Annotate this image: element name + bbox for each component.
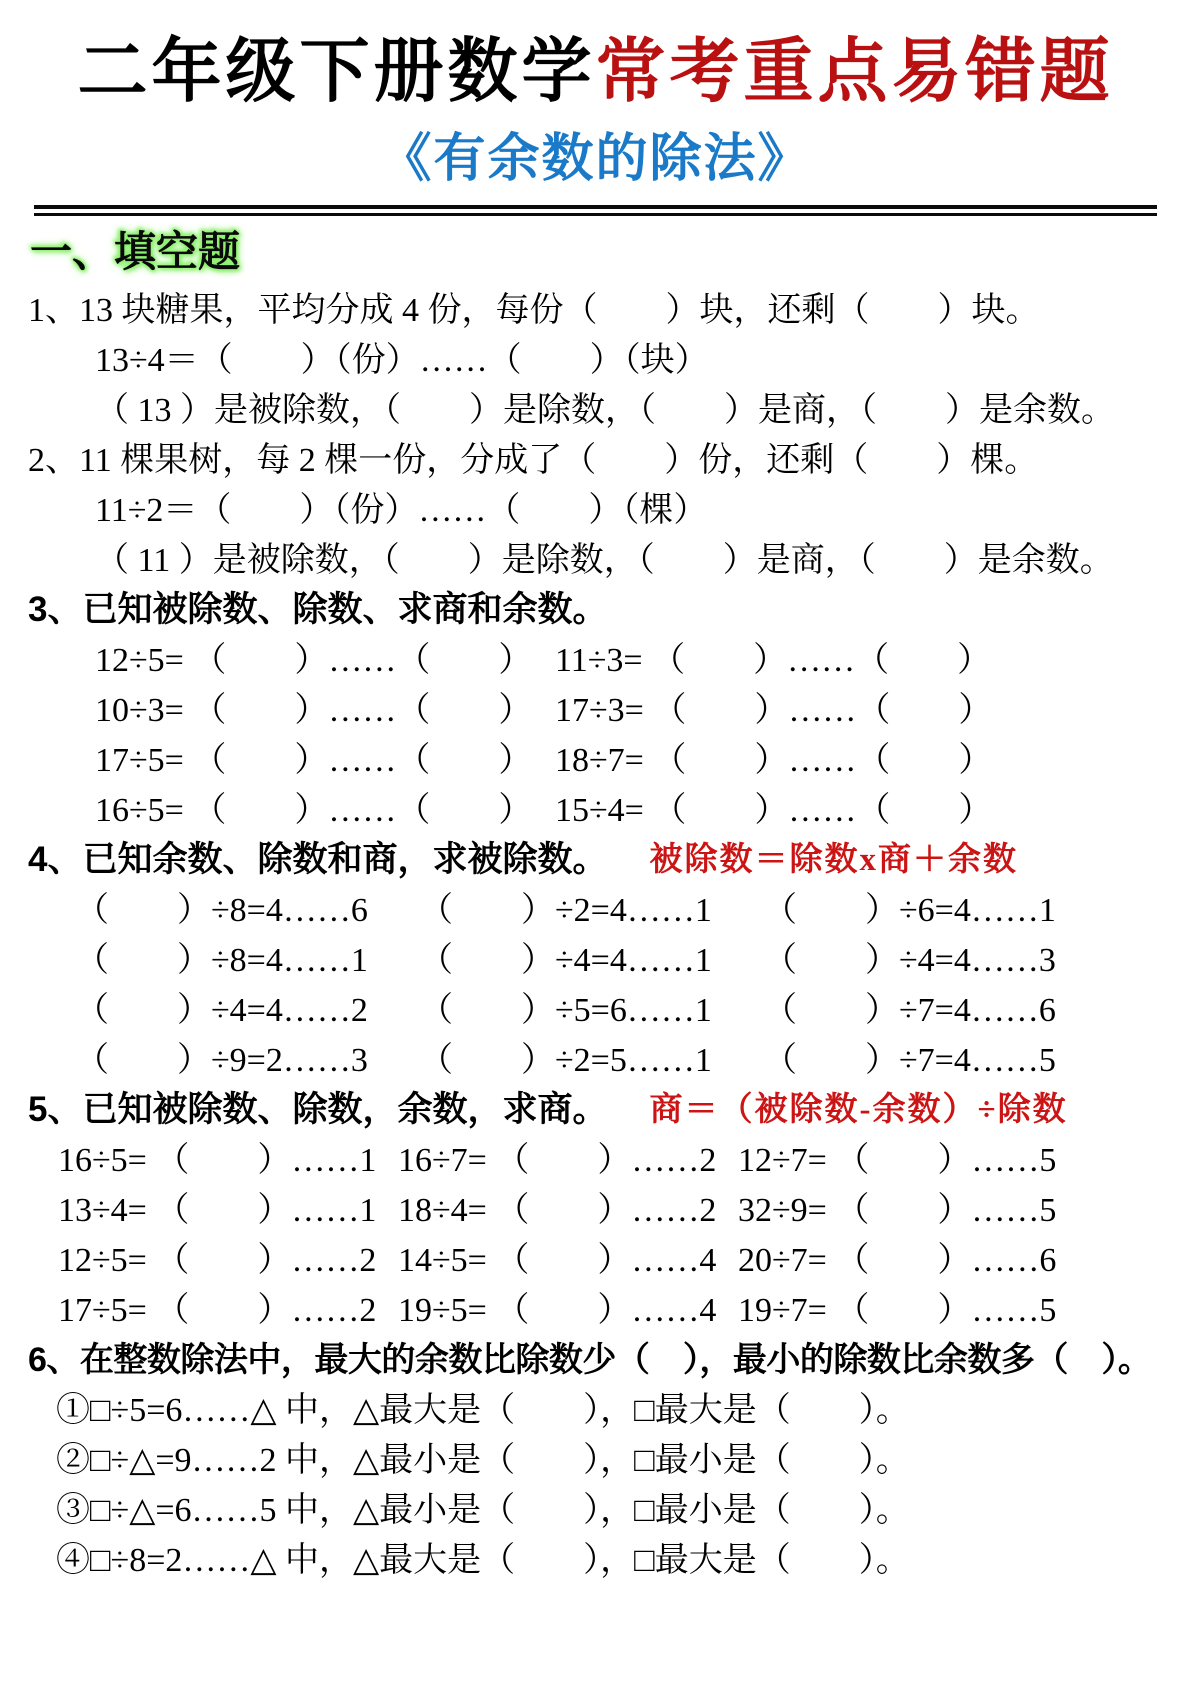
q5-row: [58, 1132, 1191, 1182]
q4-row: [75, 932, 1191, 982]
q1-line1: [28, 282, 1191, 332]
page-title: [0, 29, 1191, 112]
equation: （ ）÷4=4……3: [763, 942, 1056, 979]
equation: （ ）÷7=4……5: [763, 1042, 1056, 1079]
q2-line2: [95, 482, 1191, 532]
equation: 11÷3= （ ）……（ ）: [555, 642, 992, 679]
question-text: （ 13 ）是被除数，（ ）是除数，（ ）是商，（ ）是余数。: [95, 392, 1115, 429]
equation: 17÷5= （ ）……（ ）: [95, 742, 533, 779]
q6-item: [56, 1382, 1191, 1432]
section-heading-fill-blanks: 一、填空题: [30, 227, 241, 275]
title-black-part: 二年级下册数学: [77, 29, 596, 112]
q5-heading: [28, 1082, 1191, 1132]
equation: 20÷7= （ ）……6: [738, 1242, 1057, 1279]
question-heading: 6、在整数除法中，最大的余数比除数少（ ），最小的除数比余数多（ ）。: [28, 1341, 1152, 1379]
q6-item: [56, 1532, 1191, 1582]
equation: （ ）÷4=4……2: [75, 992, 368, 1029]
equation: 12÷5= （ ）……2: [58, 1242, 377, 1279]
question-heading: 3、已知被除数、除数、求商和余数。: [28, 589, 608, 629]
equation: 10÷3= （ ）……（ ）: [95, 692, 533, 729]
equation: 32÷9= （ ）……5: [738, 1192, 1057, 1229]
q5-row: [58, 1282, 1191, 1332]
equation: 13÷4＝（ ）（份）……（ ）（块）: [95, 342, 709, 379]
q4-row: [75, 1032, 1191, 1082]
equation: 17÷3= （ ）……（ ）: [555, 692, 993, 729]
q4-row: [75, 882, 1191, 932]
equation: 16÷7= （ ）……2: [398, 1142, 717, 1179]
equation: （ ）÷2=4……1: [419, 892, 712, 929]
equation: 13÷4= （ ）……1: [58, 1192, 377, 1229]
title-red-part: 常考重点易错题: [595, 29, 1114, 112]
question-text: 1、13 块糖果，平均分成 4 份，每份（ ）块，还剩（ ）块。: [28, 292, 1040, 329]
equation: （ ）÷8=4……1: [75, 942, 368, 979]
q6-item: [56, 1482, 1191, 1532]
equation: 16÷5= （ ）……（ ）: [95, 792, 533, 829]
q3-row: [95, 632, 1191, 682]
equation: 19÷5= （ ）……4: [398, 1292, 717, 1329]
q3-row: [95, 782, 1191, 832]
equation: （ ）÷9=2……3: [75, 1042, 368, 1079]
q1-line2: [95, 332, 1191, 382]
double-rule: [34, 205, 1157, 216]
q6-item: [56, 1432, 1191, 1482]
q5-row: [58, 1232, 1191, 1282]
page-subtitle: 《有余数的除法》: [379, 130, 812, 188]
equation: （ ）÷4=4……1: [419, 942, 712, 979]
q3-heading: [28, 582, 1191, 632]
q4-row: [75, 982, 1191, 1032]
equation: 18÷7= （ ）……（ ）: [555, 742, 993, 779]
equation: 11÷2＝（ ）（份）……（ ）（棵）: [95, 492, 708, 529]
question-heading: 5、已知被除数、除数，余数，求商。: [28, 1089, 608, 1129]
equation: 14÷5= （ ）……4: [398, 1242, 717, 1279]
equation: ②□÷△=9……2 中，△最小是（ ），□最小是（ ）。: [56, 1442, 910, 1479]
q3-row: [95, 682, 1191, 732]
equation: （ ）÷5=6……1: [419, 992, 712, 1029]
equation: 18÷4= （ ）……2: [398, 1192, 717, 1229]
q2-line3: [95, 532, 1191, 582]
question-text: （ 11 ）是被除数，（ ）是除数，（ ）是商，（ ）是余数。: [95, 542, 1114, 579]
equation: 19÷7= （ ）……5: [738, 1292, 1057, 1329]
q6-heading: [28, 1332, 1191, 1382]
equation: 17÷5= （ ）……2: [58, 1292, 377, 1329]
equation: 16÷5= （ ）……1: [58, 1142, 377, 1179]
q1-line3: [95, 382, 1191, 432]
equation: ④□÷8=2……△ 中，△最大是（ ），□最大是（ ）。: [56, 1542, 910, 1579]
formula-note-red: 被除数＝除数x商＋余数: [649, 842, 1018, 878]
equation: （ ）÷6=4……1: [763, 892, 1056, 929]
equation: 12÷5= （ ）……（ ）: [95, 642, 533, 679]
equation: 15÷4= （ ）……（ ）: [555, 792, 993, 829]
q3-row: [95, 732, 1191, 782]
question-heading: 4、已知余数、除数和商，求被除数。: [28, 839, 608, 879]
question-text: 2、11 棵果树，每 2 棵一份，分成了（ ）份，还剩（ ）棵。: [28, 442, 1039, 479]
equation: （ ）÷8=4……6: [75, 892, 368, 929]
q2-line1: [28, 432, 1191, 482]
q4-heading: [28, 832, 1191, 882]
formula-note-red: 商＝（被除数-余数）÷除数: [649, 1092, 1068, 1128]
q5-row: [58, 1182, 1191, 1232]
equation: 12÷7= （ ）……5: [738, 1142, 1057, 1179]
equation: （ ）÷2=5……1: [419, 1042, 712, 1079]
equation: ①□÷5=6……△ 中，△最大是（ ），□最大是（ ）。: [56, 1392, 910, 1429]
equation: （ ）÷7=4……6: [763, 992, 1056, 1029]
equation: ③□÷△=6……5 中，△最小是（ ），□最小是（ ）。: [56, 1492, 910, 1529]
